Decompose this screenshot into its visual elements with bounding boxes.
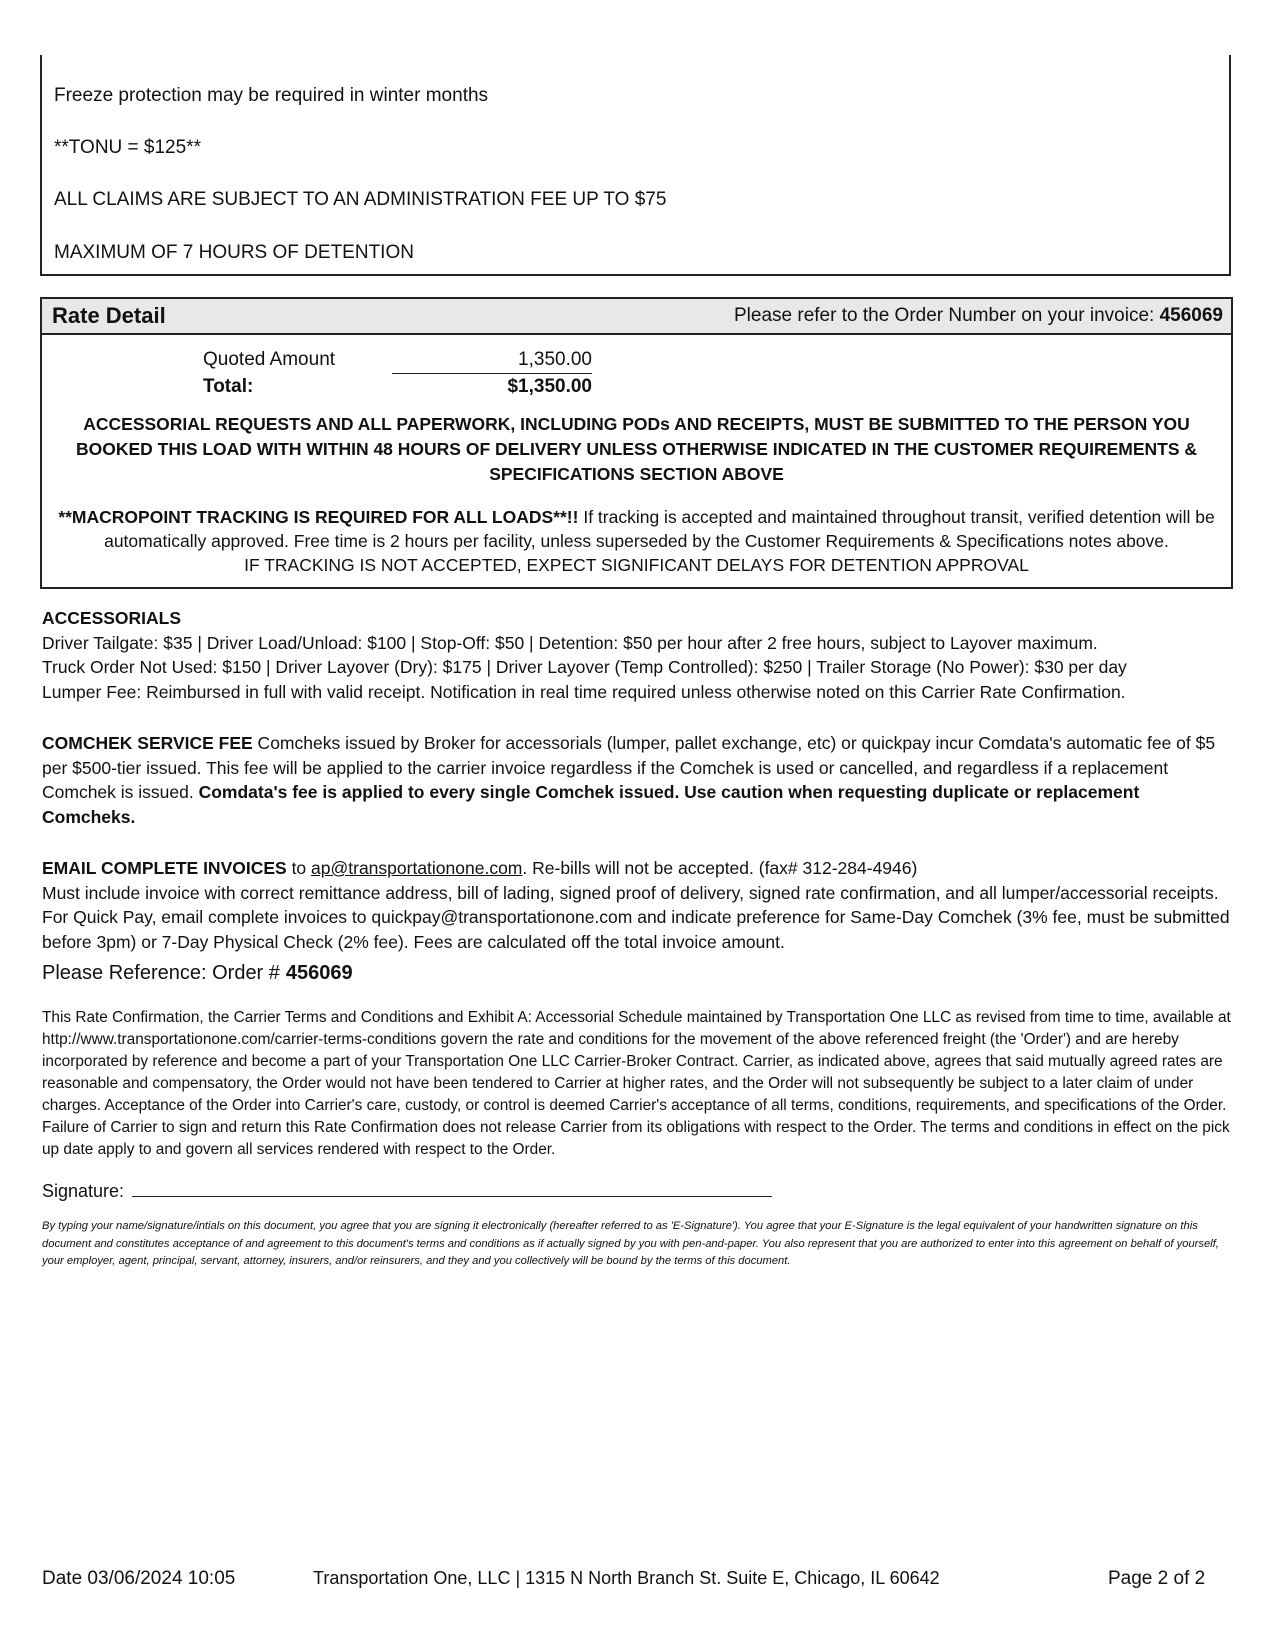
- footer-date: Date 03/06/2024 10:05: [42, 1568, 236, 1589]
- comchek-text: Comcheks issued by Broker for accessorials (lumper, pallet exchange, etc) or quickpay incur Comdata's automatic fee of $5 per $500-tier issued. This fee will be applied to the carrier invoice regardless if the Comchek is used or cancelled, and regardless if a replacement Comchek is issued.: [42, 733, 1216, 802]
- accessorials-line-1: Driver Tailgate: $35 | Driver Load/Unload: $100 | Stop-Off: $50 | Detention: $50 per hour after 2 free hours, subject to Layover maximum.: [42, 632, 1098, 653]
- please-reference-label: Please Reference: Order #: [42, 962, 280, 984]
- note-claims-fee: ALL CLAIMS ARE SUBJECT TO AN ADMINISTRATION FEE UP TO $75: [54, 189, 667, 210]
- order-number: 456069: [1159, 305, 1223, 326]
- tracking-warning: IF TRACKING IS NOT ACCEPTED, EXPECT SIGNIFICANT DELAYS FOR DETENTION APPROVAL: [244, 555, 1029, 575]
- footer-page-number: Page 2 of 2: [1108, 1568, 1206, 1589]
- ap-email-link[interactable]: ap@transportationone.com: [311, 858, 523, 878]
- accessorials-line-2: Truck Order Not Used: $150 | Driver Layover (Dry): $175 | Driver Layover (Temp Controlled): $250 | Trailer Storage (No Power): $30 per day: [42, 657, 1127, 677]
- please-reference-order-number: 456069: [285, 962, 353, 984]
- note-freeze-protection: Freeze protection may be required in winter months: [54, 85, 489, 106]
- footer-company: Transportation One, LLC | 1315 N North Branch St. Suite E, Chicago, IL 60642: [313, 1568, 940, 1588]
- comchek-heading: COMCHEK SERVICE FEE: [42, 733, 253, 753]
- tracking-text: If tracking is accepted and maintained throughout transit, verified detention will be automatically approved. Free time is 2 hours per facility, unless superseded by the Customer Requirements & Specifications notes above.: [104, 507, 1215, 551]
- invoices-to: to: [286, 858, 312, 878]
- comchek-section: [42, 731, 1237, 829]
- note-max-detention: MAXIMUM OF 7 HOURS OF DETENTION: [54, 242, 414, 263]
- rate-detail-header: [42, 299, 1231, 335]
- tracking-required-bold: **MACROPOINT TRACKING IS REQUIRED FOR ALL LOADS**!!: [58, 507, 579, 527]
- comchek-warning: Comdata's fee is applied to every single Comchek issued. Use caution when requesting duplicate or replacement Comcheks.: [42, 782, 1140, 827]
- esignature-disclaimer: By typing your name/signature/intials on this document, you agree that you are signing it electronically (hereafter referred to as 'E-Signature'). You agree that your E-Signature is the legal equivalent of your handwritten signature on this document and constitutes acceptance of and agreement to this document's terms and conditions as if actually signed by you with pen-and-paper. You also represent that you are authorized to enter into this agreement on behalf of yourself, your employer, agent, principal, servant, attorney, insurers, and/or reinsurers, and they and you collectively will be bound by the terms of this document.: [42, 1220, 1219, 1267]
- total-value: $1,350.00: [507, 376, 592, 397]
- note-tonu: **TONU = $125**: [54, 137, 201, 158]
- invoices-section: [42, 856, 1237, 954]
- quoted-amount-label: Quoted Amount: [203, 349, 336, 370]
- tracking-notice: [50, 505, 1223, 577]
- accessorials-line-3: Lumper Fee: Reimbursed in full with valid receipt. Notification in real time required unless otherwise noted on this Carrier Rate Confirmation.: [42, 681, 1126, 702]
- total-divider: [392, 373, 592, 374]
- signature-label: Signature:: [42, 1181, 125, 1201]
- terms-paragraph: This Rate Confirmation, the Carrier Terms and Conditions and Exhibit A: Accessorial Schedule maintained by Transportation One LLC as revised from time to time, available at http://www.transportationone.com/carrier-terms-conditions govern the rate and conditions for the movement of the above referenced freight (the 'Order') and are hereby incorporated by reference and become a part of your Transportation One LLC Carrier-Broker Contract. Carrier, as indicated above, agrees that said mutually agreed rates are reasonable and compensatory, the Order would not have been tendered to Carrier at higher rates, and the Order will not subsequently be subject to a later claim of under charges. Acceptance of the Order into Carrier's care, custody, or control is deemed Carrier's acceptance of all terms, conditions, requirements, and specifications of the Order. Failure of Carrier to sign and return this Rate Confirmation does not release Carrier from its obligations with respect to the Order. The terms and conditions in effect on the pick up date apply to and govern all services rendered with respect to the Order.: [42, 1009, 1231, 1158]
- accessorial-paperwork-notice: ACCESSORIAL REQUESTS AND ALL PAPERWORK, INCLUDING PODs AND RECEIPTS, MUST BE SUBMITTED TO THE PERSON YOU BOOKED THIS LOAD WITH WITHIN 48 HOURS OF DELIVERY UNLESS OTHERWISE INDICATED IN THE CUSTOMER REQUIREMENTS & SPECIFICATIONS SECTION ABOVE: [75, 414, 1198, 484]
- quoted-amount-value: 1,350.00: [518, 349, 592, 370]
- signature-line[interactable]: [132, 1180, 772, 1197]
- invoices-heading: EMAIL COMPLETE INVOICES: [42, 858, 287, 878]
- order-number-reference: [734, 305, 1223, 327]
- please-reference: [42, 962, 353, 985]
- rate-detail-box: [40, 297, 1233, 589]
- total-label: Total:: [203, 376, 254, 397]
- rate-detail-title: Rate Detail: [52, 303, 166, 328]
- invoices-requirements: Must include invoice with correct remittance address, bill of lading, signed proof of delivery, signed rate confirmation, and all lumper/accessorial receipts. For Quick Pay, email complete invoices to quickpay@transportationone.com and indicate preference for Same-Day Comchek (3% fee, must be submitted before 3pm) or 7-Day Physical Check (2% fee). Fees are calculated off the total invoice amount.: [42, 882, 1230, 952]
- signature-row: [42, 1180, 772, 1202]
- accessorials-section: [42, 606, 1237, 704]
- notes-box: [40, 55, 1231, 276]
- invoices-rebill-note: . Re-bills will not be accepted. (fax# 312-284-4946): [522, 858, 918, 878]
- order-ref-text: Please refer to the Order Number on your invoice:: [734, 305, 1155, 326]
- accessorials-heading: ACCESSORIALS: [42, 608, 182, 628]
